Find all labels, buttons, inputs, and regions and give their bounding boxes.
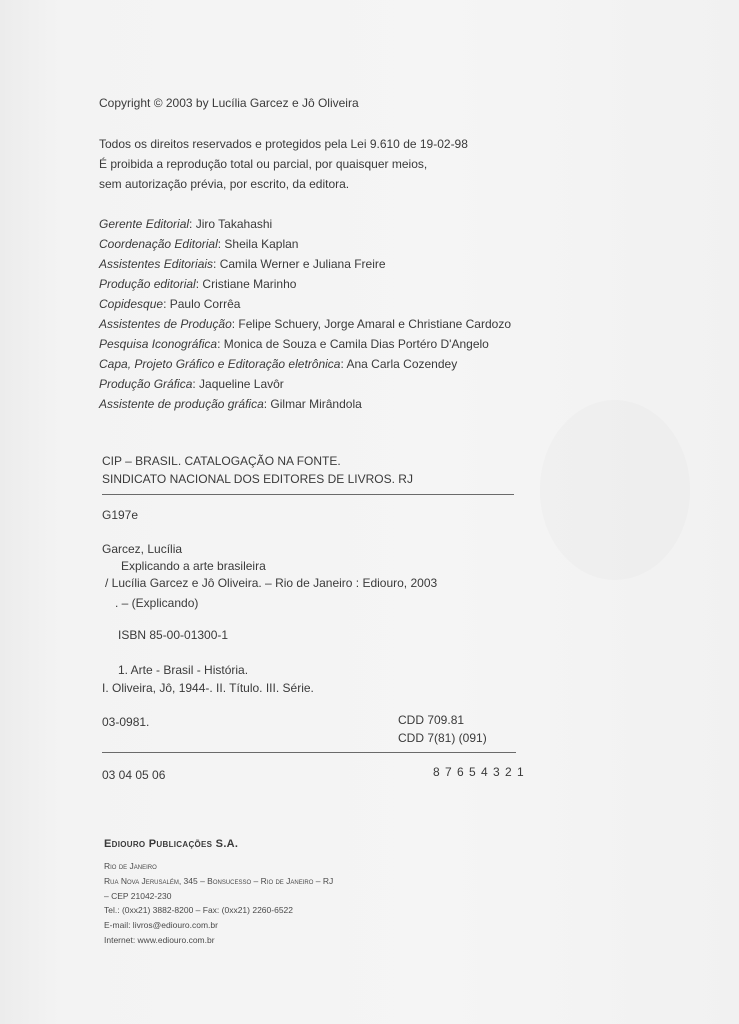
credit-role: Copidesque: [99, 297, 164, 311]
edition-years: 03 04 05 06: [102, 768, 166, 782]
publisher-name: Ediouro Publicações S.A.: [104, 838, 239, 850]
credit-line: [99, 337, 489, 351]
credit-name: : Sheila Kaplan: [217, 237, 299, 251]
cip-cdd-2: CDD 7(81) (091): [398, 731, 487, 745]
cip-subject-1: 1. Arte - Brasil - História.: [118, 663, 249, 677]
publisher-city: Rio de Janeiro: [104, 861, 157, 871]
publisher-phone: Tel.: (0xx21) 3882-8200 – Fax: (0xx21) 2260-6522: [104, 905, 294, 915]
credit-line: [99, 257, 386, 271]
publisher-street: Rua Nova Jerusalém, 345 – Bonsucesso – Rio de Janeiro – RJ: [104, 876, 334, 886]
credit-line: [99, 237, 298, 251]
cip-number: 03-0981.: [102, 715, 150, 729]
credit-name: : Jiro Takahashi: [189, 217, 273, 231]
credit-name: : Felipe Schuery, Jorge Amaral e Christiane Cardozo: [231, 317, 511, 331]
credit-name: : Ana Carla Cozendey: [340, 357, 458, 371]
rights-line-3: sem autorização prévia, por escrito, da editora.: [99, 177, 350, 191]
credit-line: [99, 377, 284, 391]
cip-responsibility: / Lucília Garcez e Jô Oliveira. – Rio de Janeiro : Ediouro, 2003: [105, 576, 438, 590]
credit-role: Gerente Editorial: [99, 217, 190, 231]
cip-title: Explicando a arte brasileira: [121, 559, 266, 573]
cip-isbn: ISBN 85-00-01300-1: [118, 628, 229, 642]
credit-role: Assistentes Editoriais: [99, 257, 214, 271]
credit-role: Pesquisa Iconográfica: [99, 337, 218, 351]
credit-name: : Camila Werner e Juliana Freire: [213, 257, 386, 271]
credit-line: [99, 277, 296, 291]
cip-author: Garcez, Lucília: [102, 542, 183, 556]
background-watermark: [540, 400, 690, 580]
credit-name: : Paulo Corrêa: [163, 297, 241, 311]
credit-line: [99, 357, 457, 371]
credit-role: Capa, Projeto Gráfico e Editoração eletrônica: [99, 357, 341, 371]
credit-name: : Gilmar Mirândola: [263, 397, 362, 411]
printing-numbers: 8 7 6 5 4 3 2 1: [433, 765, 525, 779]
cip-top-rule: [102, 494, 514, 495]
credit-line: [99, 217, 272, 231]
cip-header-2: SINDICATO NACIONAL DOS EDITORES DE LIVROS. RJ: [102, 472, 413, 486]
cip-header-1: CIP – BRASIL. CATALOGAÇÃO NA FONTE.: [102, 454, 341, 468]
publisher-email: E-mail: livros@ediouro.com.br: [104, 920, 218, 930]
rights-line-2: É proibida a reprodução total ou parcial, por quaisquer meios,: [99, 157, 428, 171]
cip-cdd-1: CDD 709.81: [398, 713, 465, 727]
credit-name: : Cristiane Marinho: [195, 277, 297, 291]
rights-line-1: Todos os direitos reservados e protegidos pela Lei 9.610 de 19-02-98: [99, 137, 468, 151]
copyright-line: Copyright © 2003 by Lucília Garcez e Jô Oliveira: [99, 96, 359, 110]
credit-name: : Jaqueline Lavôr: [192, 377, 284, 391]
credit-role: Assistentes de Produção: [99, 317, 232, 331]
credit-role: Coordenação Editorial: [99, 237, 218, 251]
credit-role: Assistente de produção gráfica: [99, 397, 264, 411]
publisher-internet: Internet: www.ediouro.com.br: [104, 935, 215, 945]
cip-subject-2: I. Oliveira, Jô, 1944-. II. Título. III. Série.: [102, 681, 314, 695]
cip-series: . – (Explicando): [115, 596, 199, 610]
cip-bottom-rule: [102, 752, 516, 753]
credit-name: : Monica de Souza e Camila Dias Portéro D'Angelo: [217, 337, 489, 351]
credit-role: Produção editorial: [99, 277, 196, 291]
publisher-cep: – CEP 21042-230: [104, 891, 172, 901]
credit-line: [99, 317, 511, 331]
credit-line: [99, 397, 362, 411]
credit-line: [99, 297, 240, 311]
cip-code: G197e: [102, 508, 139, 522]
credit-role: Produção Gráfica: [99, 377, 193, 391]
